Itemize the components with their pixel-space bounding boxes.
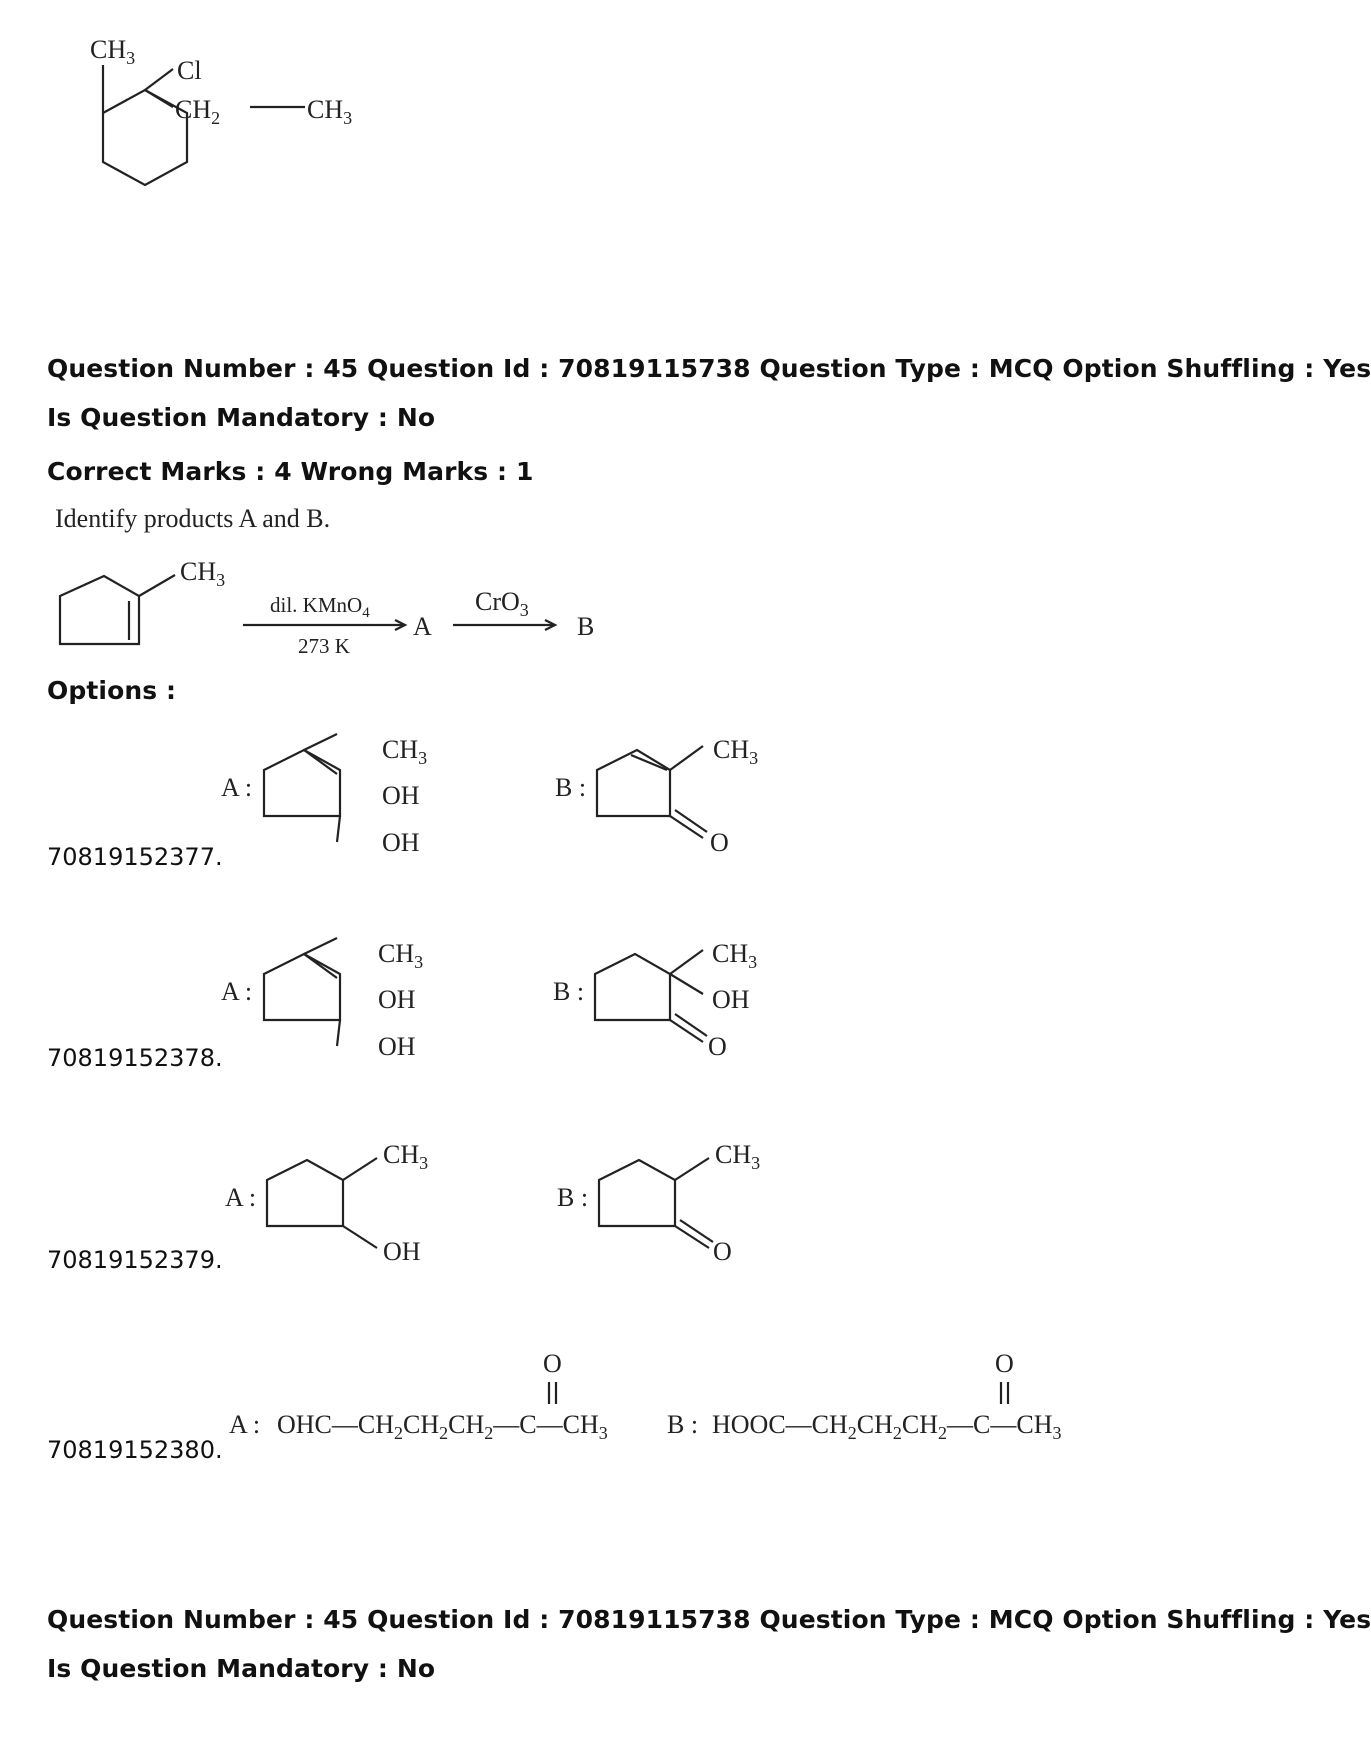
ring-b [595, 954, 670, 1020]
question-type-label: Question Type : [759, 354, 980, 383]
marks-line [47, 457, 533, 486]
reagent-kmno4: dil. KMnO$_4$ [270, 593, 370, 621]
a-ch3: $CH_3$ [383, 1140, 429, 1173]
cl-label: Cl [177, 56, 202, 85]
b-ch3: $CH_3$ [712, 939, 758, 972]
ring-b [599, 1160, 675, 1226]
a-oh: OH [382, 781, 420, 810]
reagent-cro3: CrO$_3$ [475, 587, 529, 620]
b-formula: $HOOC—CH_2CH_2CH_2—C—CH_3$ [712, 1410, 1062, 1443]
a-ch3: $CH_3$ [378, 939, 424, 972]
bond-ethyl [145, 90, 173, 107]
option-id: 70819152377. [47, 843, 223, 871]
product-a-label: A : [229, 1410, 261, 1439]
top-structure-diagram [55, 35, 375, 210]
ring-a [264, 750, 340, 816]
b-carbonyl-o: O [708, 1032, 727, 1061]
option-shuffling: Yes [1323, 1605, 1371, 1634]
question-id: 70819115738 [558, 354, 751, 383]
substituent-ch3: $CH_3$ [180, 557, 226, 590]
option-2-structures [215, 922, 815, 1072]
mandatory-value: No [396, 1654, 436, 1683]
a-oh: OH [378, 985, 416, 1014]
product-a-label: A : [221, 773, 253, 802]
mandatory-label: Is Question Mandatory : [47, 403, 389, 432]
next-question-mandatory-line [47, 1654, 435, 1683]
product-b-label: B : [557, 1183, 589, 1212]
option-id: 70819152380. [47, 1436, 223, 1464]
a-ch3: $CH_3$ [382, 735, 428, 768]
a-carbonyl-o: O [543, 1349, 562, 1378]
a-formula: $OHC—CH_2CH_2CH_2—C—CH_3$ [277, 1410, 608, 1443]
wrong-marks: 1 [515, 457, 534, 486]
question-number-label: Question Number : [47, 1605, 315, 1634]
question-number: 45 [323, 354, 359, 383]
ring-a [264, 954, 340, 1020]
product-b-label: B [577, 612, 595, 641]
question-stem: Identify products A and B. [55, 504, 331, 533]
ch3-label: $CH_3$ [90, 35, 136, 68]
product-b-label: B : [555, 773, 587, 802]
question-id-label: Question Id : [367, 1605, 550, 1634]
bond-cl [145, 69, 173, 90]
b-ch3: $CH_3$ [715, 1140, 761, 1173]
option-4-structures [225, 1340, 1135, 1450]
question-id-label: Question Id : [367, 354, 550, 383]
product-a-label: A : [225, 1183, 257, 1212]
mandatory-label: Is Question Mandatory : [47, 1654, 389, 1683]
wrong-marks-label: Wrong Marks : [300, 457, 508, 486]
option-3-structures [215, 1128, 815, 1278]
cyclopentene-ring [60, 576, 139, 644]
correct-marks-label: Correct Marks : [47, 457, 266, 486]
ch2-label: $CH_2$ [175, 95, 221, 128]
option-1-structures [215, 718, 815, 868]
option-id: 70819152379. [47, 1246, 223, 1274]
reaction-scheme [55, 557, 615, 670]
a-oh: OH [383, 1237, 421, 1266]
options-label: Options : [47, 676, 177, 705]
mandatory-value: No [396, 403, 436, 432]
question-type: MCQ [988, 354, 1054, 383]
question-id: 70819115738 [558, 1605, 751, 1634]
next-question-meta-line [47, 1605, 1371, 1634]
question-type-label: Question Type : [759, 1605, 980, 1634]
b-carbonyl-o: O [995, 1349, 1014, 1378]
b-oh: OH [712, 985, 750, 1014]
correct-marks: 4 [274, 457, 292, 486]
b-carbonyl-o: O [713, 1237, 732, 1266]
ch3-label: $CH_3$ [307, 95, 353, 128]
product-b-label: B : [667, 1410, 699, 1439]
b-ch3: $CH_3$ [713, 735, 759, 768]
reagent-temperature: 273 K [298, 634, 350, 658]
option-id: 70819152378. [47, 1044, 223, 1072]
option-shuffling-label: Option Shuffling : [1062, 354, 1315, 383]
product-b-label: B : [553, 977, 585, 1006]
option-shuffling-label: Option Shuffling : [1062, 1605, 1315, 1634]
b-carbonyl-o: O [710, 828, 729, 857]
product-a-label: A : [221, 977, 253, 1006]
question-number: 45 [323, 1605, 359, 1634]
question-meta-line [47, 354, 1371, 383]
a-oh: OH [378, 1032, 416, 1061]
ring-a [267, 1160, 343, 1226]
question-mandatory-line [47, 403, 435, 432]
option-shuffling: Yes [1323, 354, 1371, 383]
a-oh: OH [382, 828, 420, 857]
question-type: MCQ [988, 1605, 1054, 1634]
ring-b [597, 750, 670, 816]
product-a-label: A [413, 612, 432, 641]
question-number-label: Question Number : [47, 354, 315, 383]
